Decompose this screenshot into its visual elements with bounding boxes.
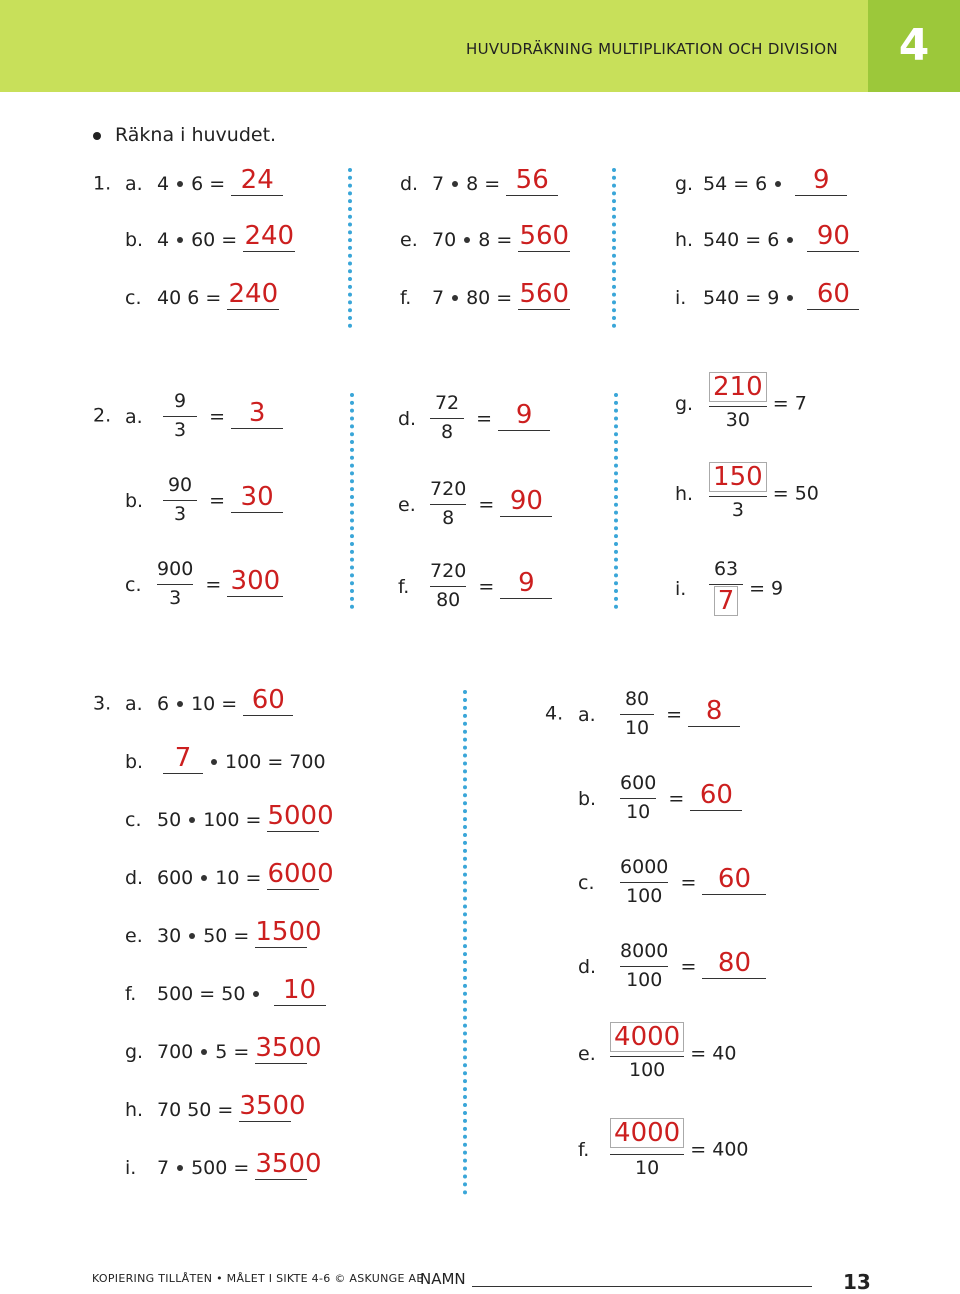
ex1-item-e: e. 70 8 = 560 — [400, 221, 570, 251]
dot-icon — [201, 1049, 207, 1055]
fraction: $\frac{720}{8}$ — [430, 478, 467, 529]
ex3-item-a: a. 6 10 = 60 — [125, 692, 293, 716]
copyright-footer: KOPIERING TILLÅTEN • MÅLET I SIKTE 4-6 © ASKUNGE AB — [92, 1272, 425, 1285]
answer-blank[interactable]: 9 — [498, 407, 550, 431]
answer-blank[interactable]: 3500 — [255, 1033, 322, 1063]
ex2-item-h: h. $\frac{150}{3}$ = 50 — [675, 462, 819, 525]
answer-blank[interactable]: 80 — [702, 955, 766, 979]
fraction: $\frac{90}{3}$ — [163, 472, 197, 529]
dot-icon — [452, 295, 458, 301]
answer-box[interactable]: 210 — [709, 372, 767, 402]
fraction: $\frac{720}{80}$ — [430, 560, 467, 611]
dot-icon — [201, 875, 207, 881]
ex1-item-i: i. 540 = 9 60 — [675, 286, 859, 310]
dot-icon — [211, 759, 217, 765]
answer-box[interactable]: 4000 — [610, 1022, 684, 1052]
separator — [350, 393, 354, 609]
fraction: $\frac{9}{3}$ — [163, 388, 197, 445]
answer-blank[interactable]: 60 — [243, 692, 293, 716]
separator — [612, 168, 616, 328]
ex1-item-c: c. 40 6 = 240 — [125, 279, 279, 309]
answer-blank[interactable]: 56 — [506, 172, 558, 196]
answer-blank[interactable]: 60 — [807, 286, 859, 310]
ex4-item-b: b. $\frac{600}{10}$ = 60 — [578, 770, 742, 827]
fraction: $\frac{63}{7}$ — [709, 556, 743, 621]
answer-blank[interactable]: 560 — [519, 221, 570, 251]
ex4-item-e: e. $\frac{4000}{100}$ = 40 — [578, 1022, 736, 1085]
fraction: $\frac{8000}{100}$ — [620, 940, 669, 991]
answer-blank[interactable]: 3500 — [239, 1091, 306, 1121]
ex4-item-f: f. $\frac{4000}{10}$ = 400 — [578, 1116, 749, 1183]
fraction: $\frac{150}{3}$ — [709, 462, 767, 525]
dot-icon — [189, 817, 195, 823]
ex2-item-f: f. $\frac{720}{80}$ = 9 — [398, 558, 552, 615]
ex3-item-b: b. 7 100 = 700 — [125, 743, 326, 773]
answer-blank[interactable]: 90 — [807, 228, 859, 252]
ex2-item-e: e. $\frac{720}{8}$ = 90 — [398, 476, 552, 533]
separator — [348, 168, 352, 328]
answer-blank[interactable]: 300 — [227, 573, 283, 597]
ex1-item-a: a. 4 6 = 24 — [125, 172, 283, 196]
ex2-item-a: a. $\frac{9}{3}$ = 3 — [125, 388, 283, 445]
ex3-item-i: i. 7 500 = 3500 — [125, 1149, 322, 1179]
answer-blank[interactable]: 6000 — [267, 859, 334, 889]
dot-icon — [189, 933, 195, 939]
dot-icon — [452, 181, 458, 187]
ex1-item-g: g. 54 = 6 9 — [675, 172, 847, 196]
answer-box[interactable]: 7 — [714, 586, 739, 616]
dot-icon — [177, 1165, 183, 1171]
ex2-item-i: i. $\frac{63}{7}$ = 9 — [675, 556, 783, 621]
fraction: $\frac{210}{30}$ — [709, 372, 767, 435]
answer-blank[interactable]: 3500 — [255, 1149, 322, 1179]
answer-blank[interactable]: 9 — [795, 172, 847, 196]
fraction: $\frac{4000}{10}$ — [610, 1116, 684, 1183]
name-label: NAMN — [420, 1270, 466, 1288]
ex3-item-c: c. 50 100 = 5000 — [125, 801, 334, 831]
answer-blank[interactable]: 1500 — [255, 917, 322, 947]
answer-blank[interactable]: 60 — [702, 871, 766, 895]
fraction: $\frac{80}{10}$ — [620, 686, 654, 743]
dot-icon — [177, 237, 183, 243]
dot-icon — [787, 295, 793, 301]
ex2-item-d: d. $\frac{72}{8}$ = 9 — [398, 390, 550, 447]
separator — [614, 393, 618, 609]
separator — [463, 690, 467, 1195]
ex1-item-d: d. 7 8 = 56 — [400, 172, 558, 196]
fraction: $\frac{4000}{100}$ — [610, 1022, 684, 1085]
ex2-item-c: c. $\frac{900}{3}$ = 300 — [125, 556, 283, 613]
ex4-item-c: c. $\frac{6000}{100}$ = 60 — [578, 854, 766, 911]
dot-icon — [177, 181, 183, 187]
answer-blank[interactable]: 560 — [519, 279, 570, 309]
answer-blank[interactable]: 10 — [274, 982, 326, 1006]
dot-icon — [177, 701, 183, 707]
exercise-number: 1. — [93, 172, 112, 195]
exercise-number: 3. — [93, 692, 112, 715]
answer-blank[interactable]: 3 — [231, 405, 283, 429]
answer-box[interactable]: 150 — [709, 462, 767, 492]
answer-blank[interactable]: 240 — [244, 221, 295, 251]
exercise-number: 2. — [93, 404, 112, 427]
fraction: $\frac{72}{8}$ — [430, 390, 464, 447]
dot-icon — [464, 237, 470, 243]
answer-blank[interactable]: 24 — [231, 172, 283, 196]
ex1-item-h: h. 540 = 6 90 — [675, 228, 859, 252]
ex3-item-d: d. 600 10 = 6000 — [125, 859, 334, 889]
fraction: $\frac{900}{3}$ — [157, 558, 194, 609]
answer-blank[interactable]: 240 — [228, 279, 279, 309]
ex1-item-b: b. 4 60 = 240 — [125, 221, 295, 251]
name-field[interactable] — [472, 1286, 812, 1287]
ex1-item-f: f. 7 80 = 560 — [400, 279, 570, 309]
ex2-item-b: b. $\frac{90}{3}$ = 30 — [125, 472, 283, 529]
ex2-item-g: g. $\frac{210}{30}$ = 7 — [675, 372, 807, 435]
ex3-item-f: f. 500 = 50 10 — [125, 982, 326, 1006]
ex3-item-e: e. 30 50 = 1500 — [125, 917, 322, 947]
ex3-item-h: h. 70 50 = 3500 — [125, 1091, 306, 1121]
instruction: Räkna i huvudet. — [93, 124, 276, 146]
dot-icon — [253, 991, 259, 997]
fraction: $\frac{6000}{100}$ — [620, 856, 669, 907]
answer-blank[interactable]: 9 — [500, 575, 552, 599]
answer-blank[interactable]: 30 — [231, 489, 283, 513]
dot-icon — [787, 237, 793, 243]
exercise-number: 4. — [545, 702, 564, 725]
dot-icon — [775, 181, 781, 187]
answer-blank[interactable]: 8 — [688, 703, 740, 727]
ex4-item-a: a. $\frac{80}{10}$ = 8 — [578, 686, 740, 743]
page-title: HUVUDRÄKNING MULTIPLIKATION OCH DIVISION — [466, 40, 838, 58]
answer-blank[interactable]: 7 — [163, 750, 203, 774]
fraction: $\frac{600}{10}$ — [620, 772, 657, 823]
page-number: 13 — [843, 1270, 871, 1294]
bullet-icon — [93, 132, 101, 140]
chapter-number: 4 — [898, 20, 930, 71]
ex4-item-d: d. $\frac{8000}{100}$ = 80 — [578, 938, 766, 995]
answer-blank[interactable]: 60 — [690, 787, 742, 811]
answer-blank[interactable]: 5000 — [267, 801, 334, 831]
answer-blank[interactable]: 90 — [500, 493, 552, 517]
answer-box[interactable]: 4000 — [610, 1118, 684, 1148]
ex3-item-g: g. 700 5 = 3500 — [125, 1033, 322, 1063]
